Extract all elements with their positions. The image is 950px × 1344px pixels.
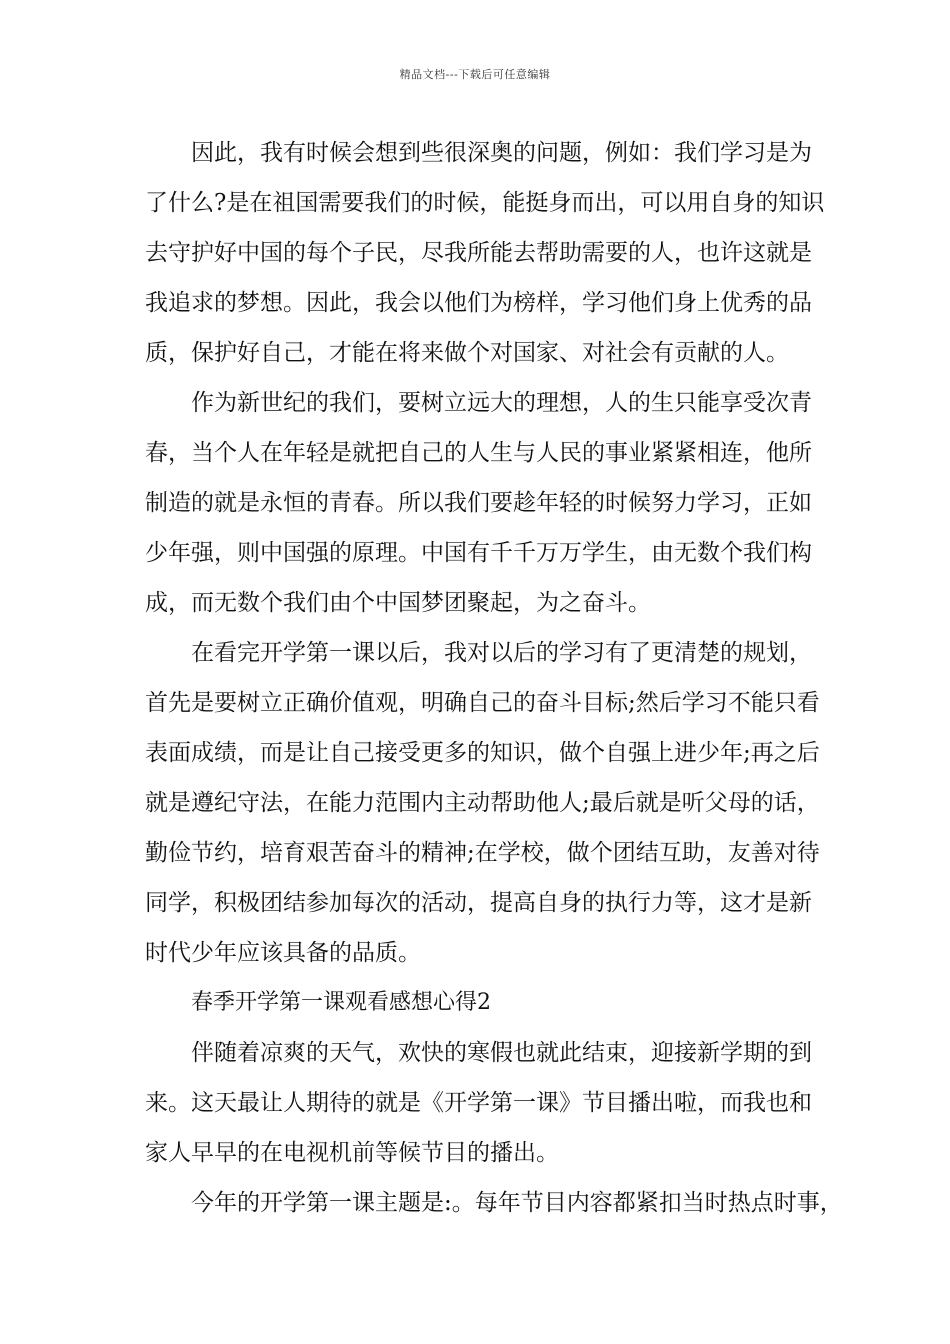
section-heading: 春季开学第一课观看感想心得2 (191, 990, 491, 1015)
text-line: 就是遵纪守法，在能力范围内主动帮助他人;最后就是听父母的话， (145, 790, 820, 816)
text-line: 首先是要树立正确价值观，明确自己的奋斗目标;然后学习不能只看 (145, 690, 820, 716)
text-line: 去守护好中国的每个子民，尽我所能去帮助需要的人，也许这就是 (145, 240, 812, 266)
text-line: 表面成绩，而是让自己接受更多的知识，做个自强上进少年;再之后 (145, 740, 820, 766)
text-line: 制造的就是永恒的青春。所以我们要趁年轻的时候努力学习，正如 (145, 490, 812, 516)
document-body (145, 128, 843, 1228)
text-line: 在看完开学第一课以后，我对以后的学习有了更清楚的规划， (191, 640, 812, 666)
text-line: 因此，我有时候会想到些很深奥的问题，例如：我们学习是为 (191, 140, 812, 166)
text-line: 时代少年应该具备的品质。 (145, 940, 421, 966)
text-line: 质，保护好自己，才能在将来做个对国家、对社会有贡献的人。 (145, 340, 789, 366)
text-line: 作为新世纪的我们，要树立远大的理想，人的生只能享受次青 (191, 390, 812, 416)
text-line: 春，当个人在年轻是就把自己的人生与人民的事业紧紧相连，他所 (145, 440, 812, 466)
text-line: 家人早早的在电视机前等候节目的播出。 (145, 1140, 559, 1166)
page-header: 精品文档---下载后可任意编辑 (399, 68, 551, 81)
text-line: 伴随着凉爽的天气，欢快的寒假也就此结束，迎接新学期的到 (191, 1040, 812, 1066)
text-line: 同学，积极团结参加每次的活动，提高自身的执行力等，这才是新 (145, 890, 812, 916)
text-line: 勤俭节约，培育艰苦奋斗的精神;在学校，做个团结互助，友善对待 (145, 840, 820, 866)
text-line: 今年的开学第一课主题是:。每年节目内容都紧扣当时热点时事， (191, 1190, 843, 1216)
text-line: 了什么?是在祖国需要我们的时候，能挺身而出，可以用自身的知识 (145, 190, 825, 216)
text-line: 来。这天最让人期待的就是《开学第一课》节目播出啦，而我也和 (145, 1090, 812, 1116)
text-line: 我追求的梦想。因此，我会以他们为榜样，学习他们身上优秀的品 (145, 290, 812, 316)
text-line: 少年强，则中国强的原理。中国有千千万万学生，由无数个我们构 (145, 540, 812, 566)
text-line: 成，而无数个我们由个中国梦团聚起，为之奋斗。 (145, 590, 651, 616)
